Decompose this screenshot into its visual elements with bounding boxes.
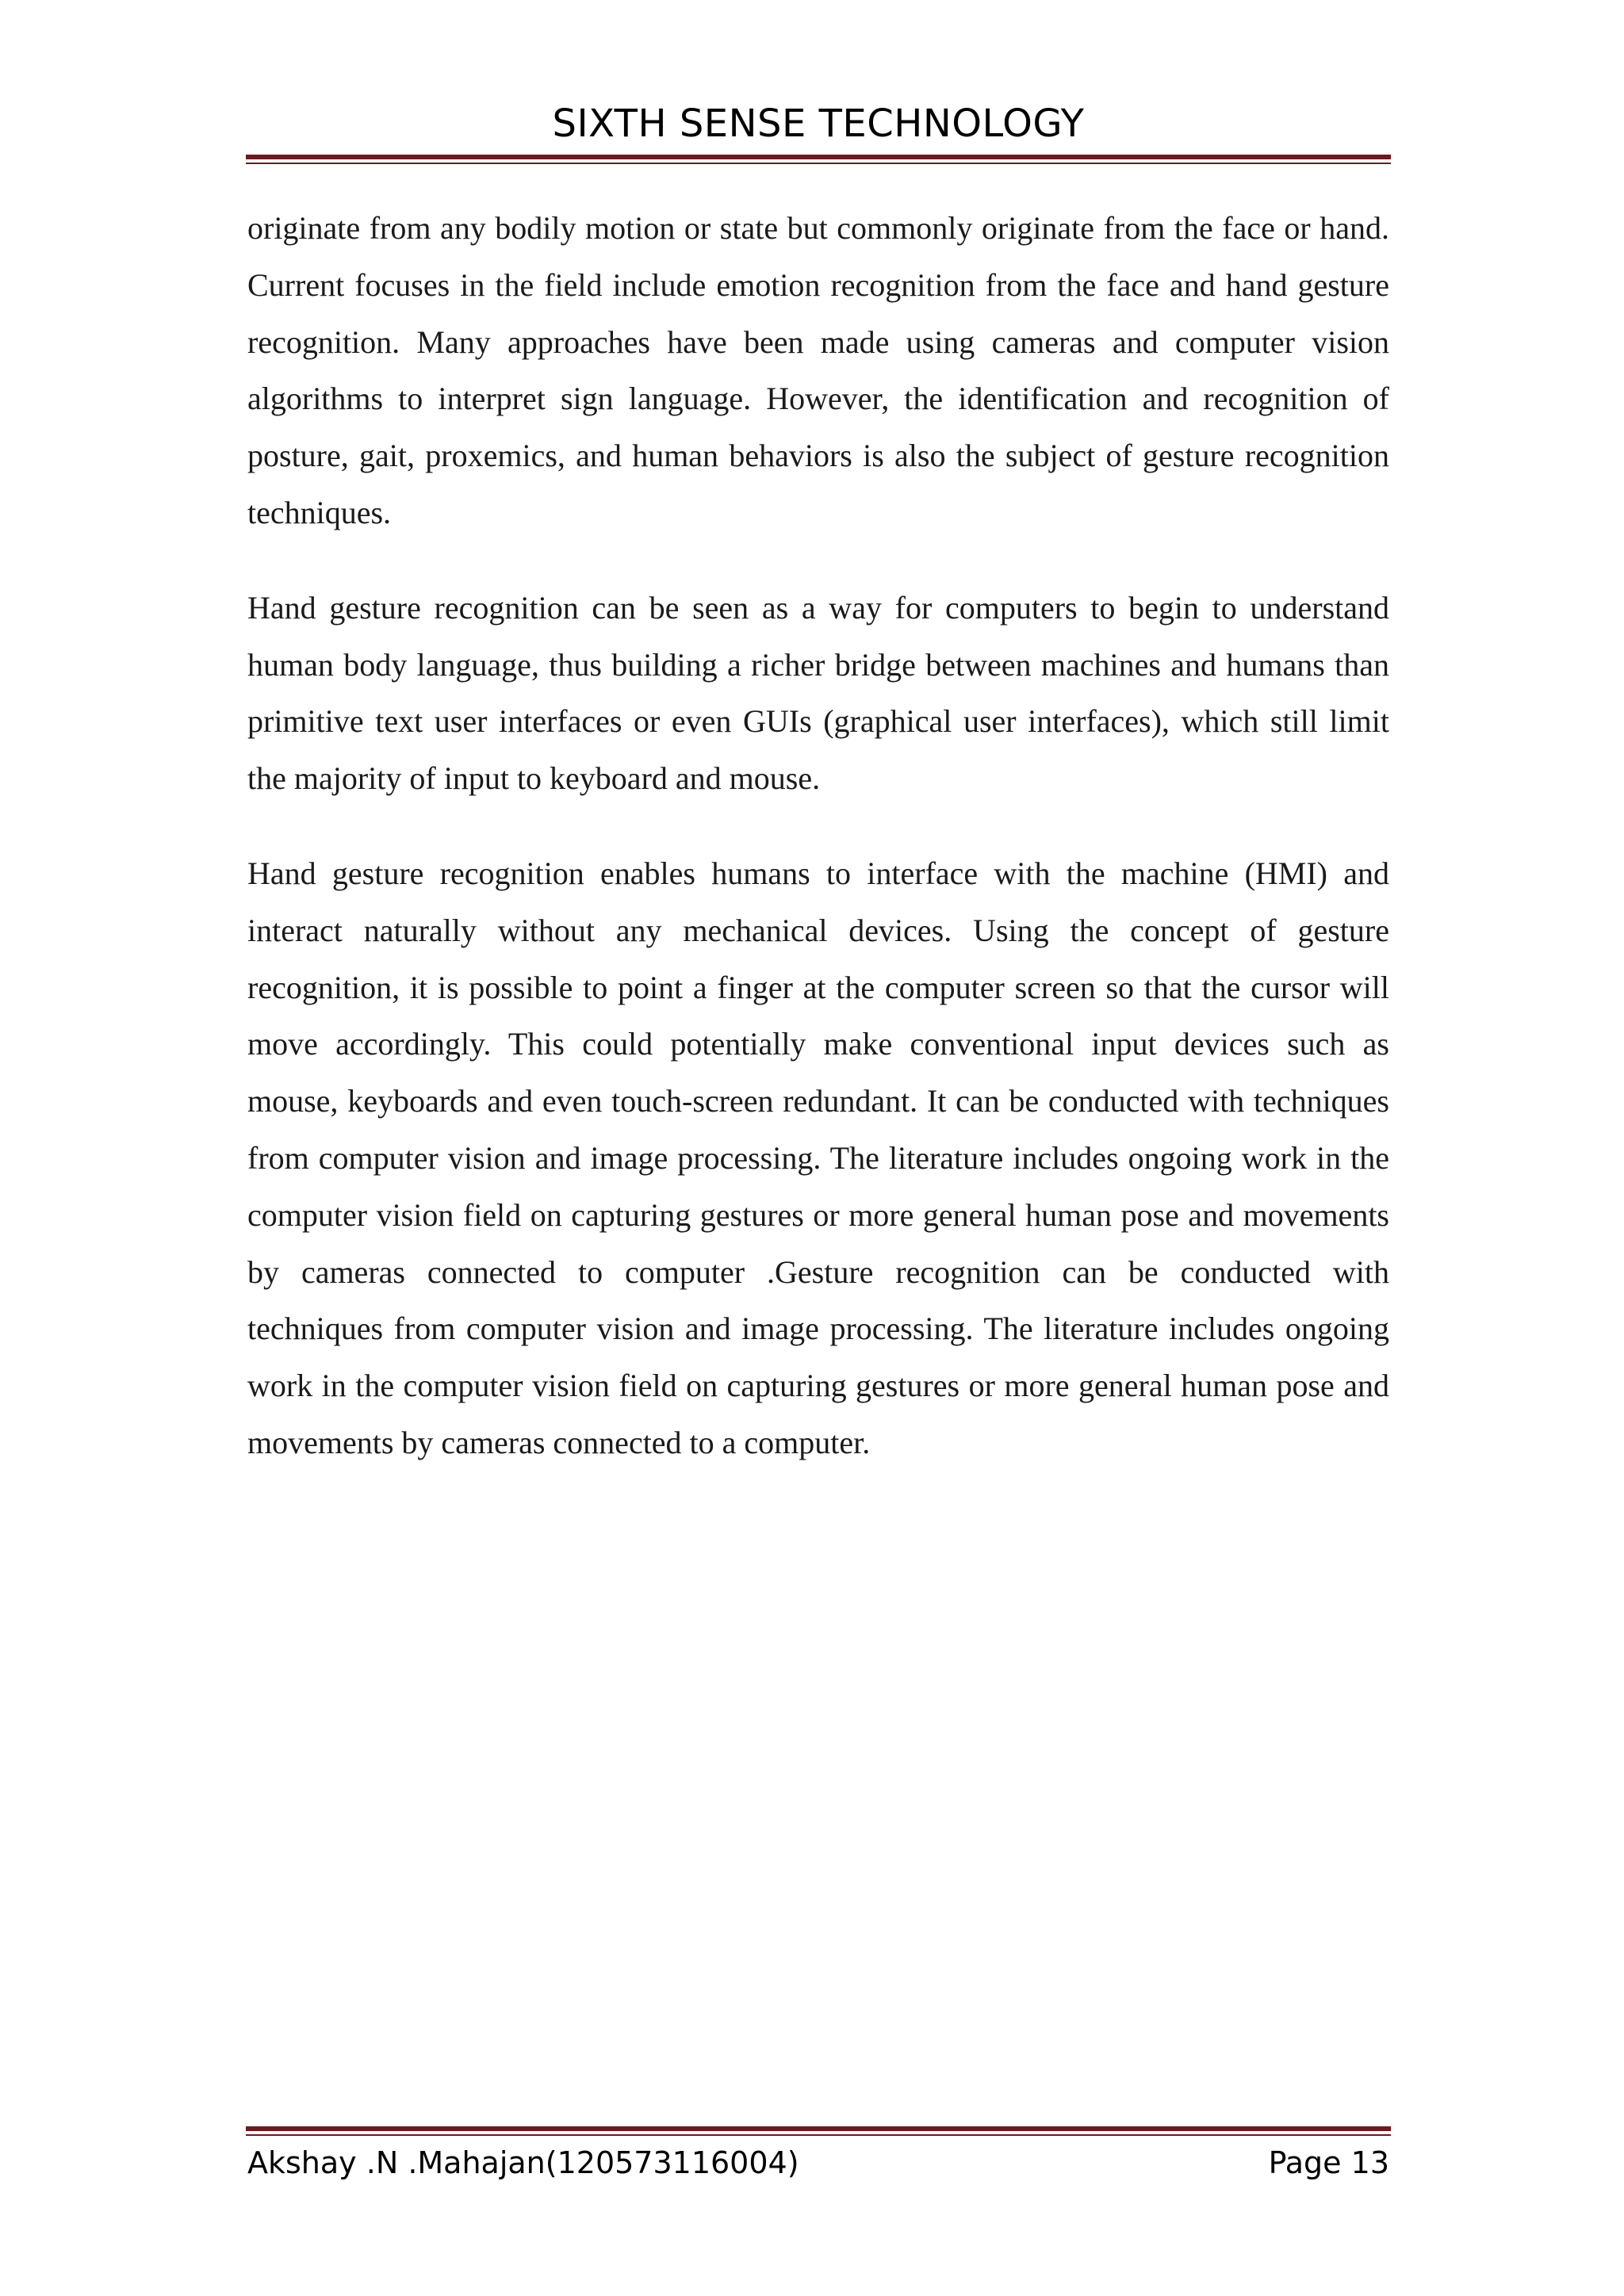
footer-author: Akshay .N .Mahajan(120573116004) [247, 2145, 799, 2180]
paragraph-3: Hand gesture recognition enables humans to interface with the machine (HMI) and interact naturally without any mechanical devices. Using the concept of gesture recognition, it is possible to point a finger at the computer screen so that the cursor will move accordingly. This could potentially make conventional input devices such as mouse, keyboards and even touch-screen redundant. It can be conducted with techniques from computer vision and image processing. The literature includes ongoing work in the computer vision field on capturing gestures or more general human pose and movements by cameras connected to computer .Gesture recognition can be conducted with techniques from computer vision and image processing. The literature includes ongoing work in the computer vision field on capturing gestures or more general human pose and movements by cameras connected to a computer. [247, 855, 1389, 1460]
header-divider [246, 155, 1391, 164]
page-title: SIXTH SENSE TECHNOLOGY [552, 101, 1085, 146]
paragraph-1: originate from any bodily motion or state but commonly originate from the face or hand. Current focuses in the field include emotion recognition from the face and hand gesture recognition. Many approaches have been made using cameras and computer vision algorithms to interpret sign language. However, the identification and recognition of posture, gait, proxemics, and human behaviors is also the subject of gesture recognition techniques. [247, 210, 1389, 530]
body-text [247, 200, 1389, 1510]
page-footer [247, 2141, 1389, 2185]
paragraph-2: Hand gesture recognition can be seen as a way for computers to begin to understand human body language, thus building a richer bridge between machines and humans than primitive text user interfaces or even GUIs (graphical user interfaces), which still limit the majority of input to keyboard and mouse. [247, 589, 1389, 797]
footer-divider [246, 2126, 1391, 2136]
page-number: Page 13 [1268, 2145, 1389, 2180]
